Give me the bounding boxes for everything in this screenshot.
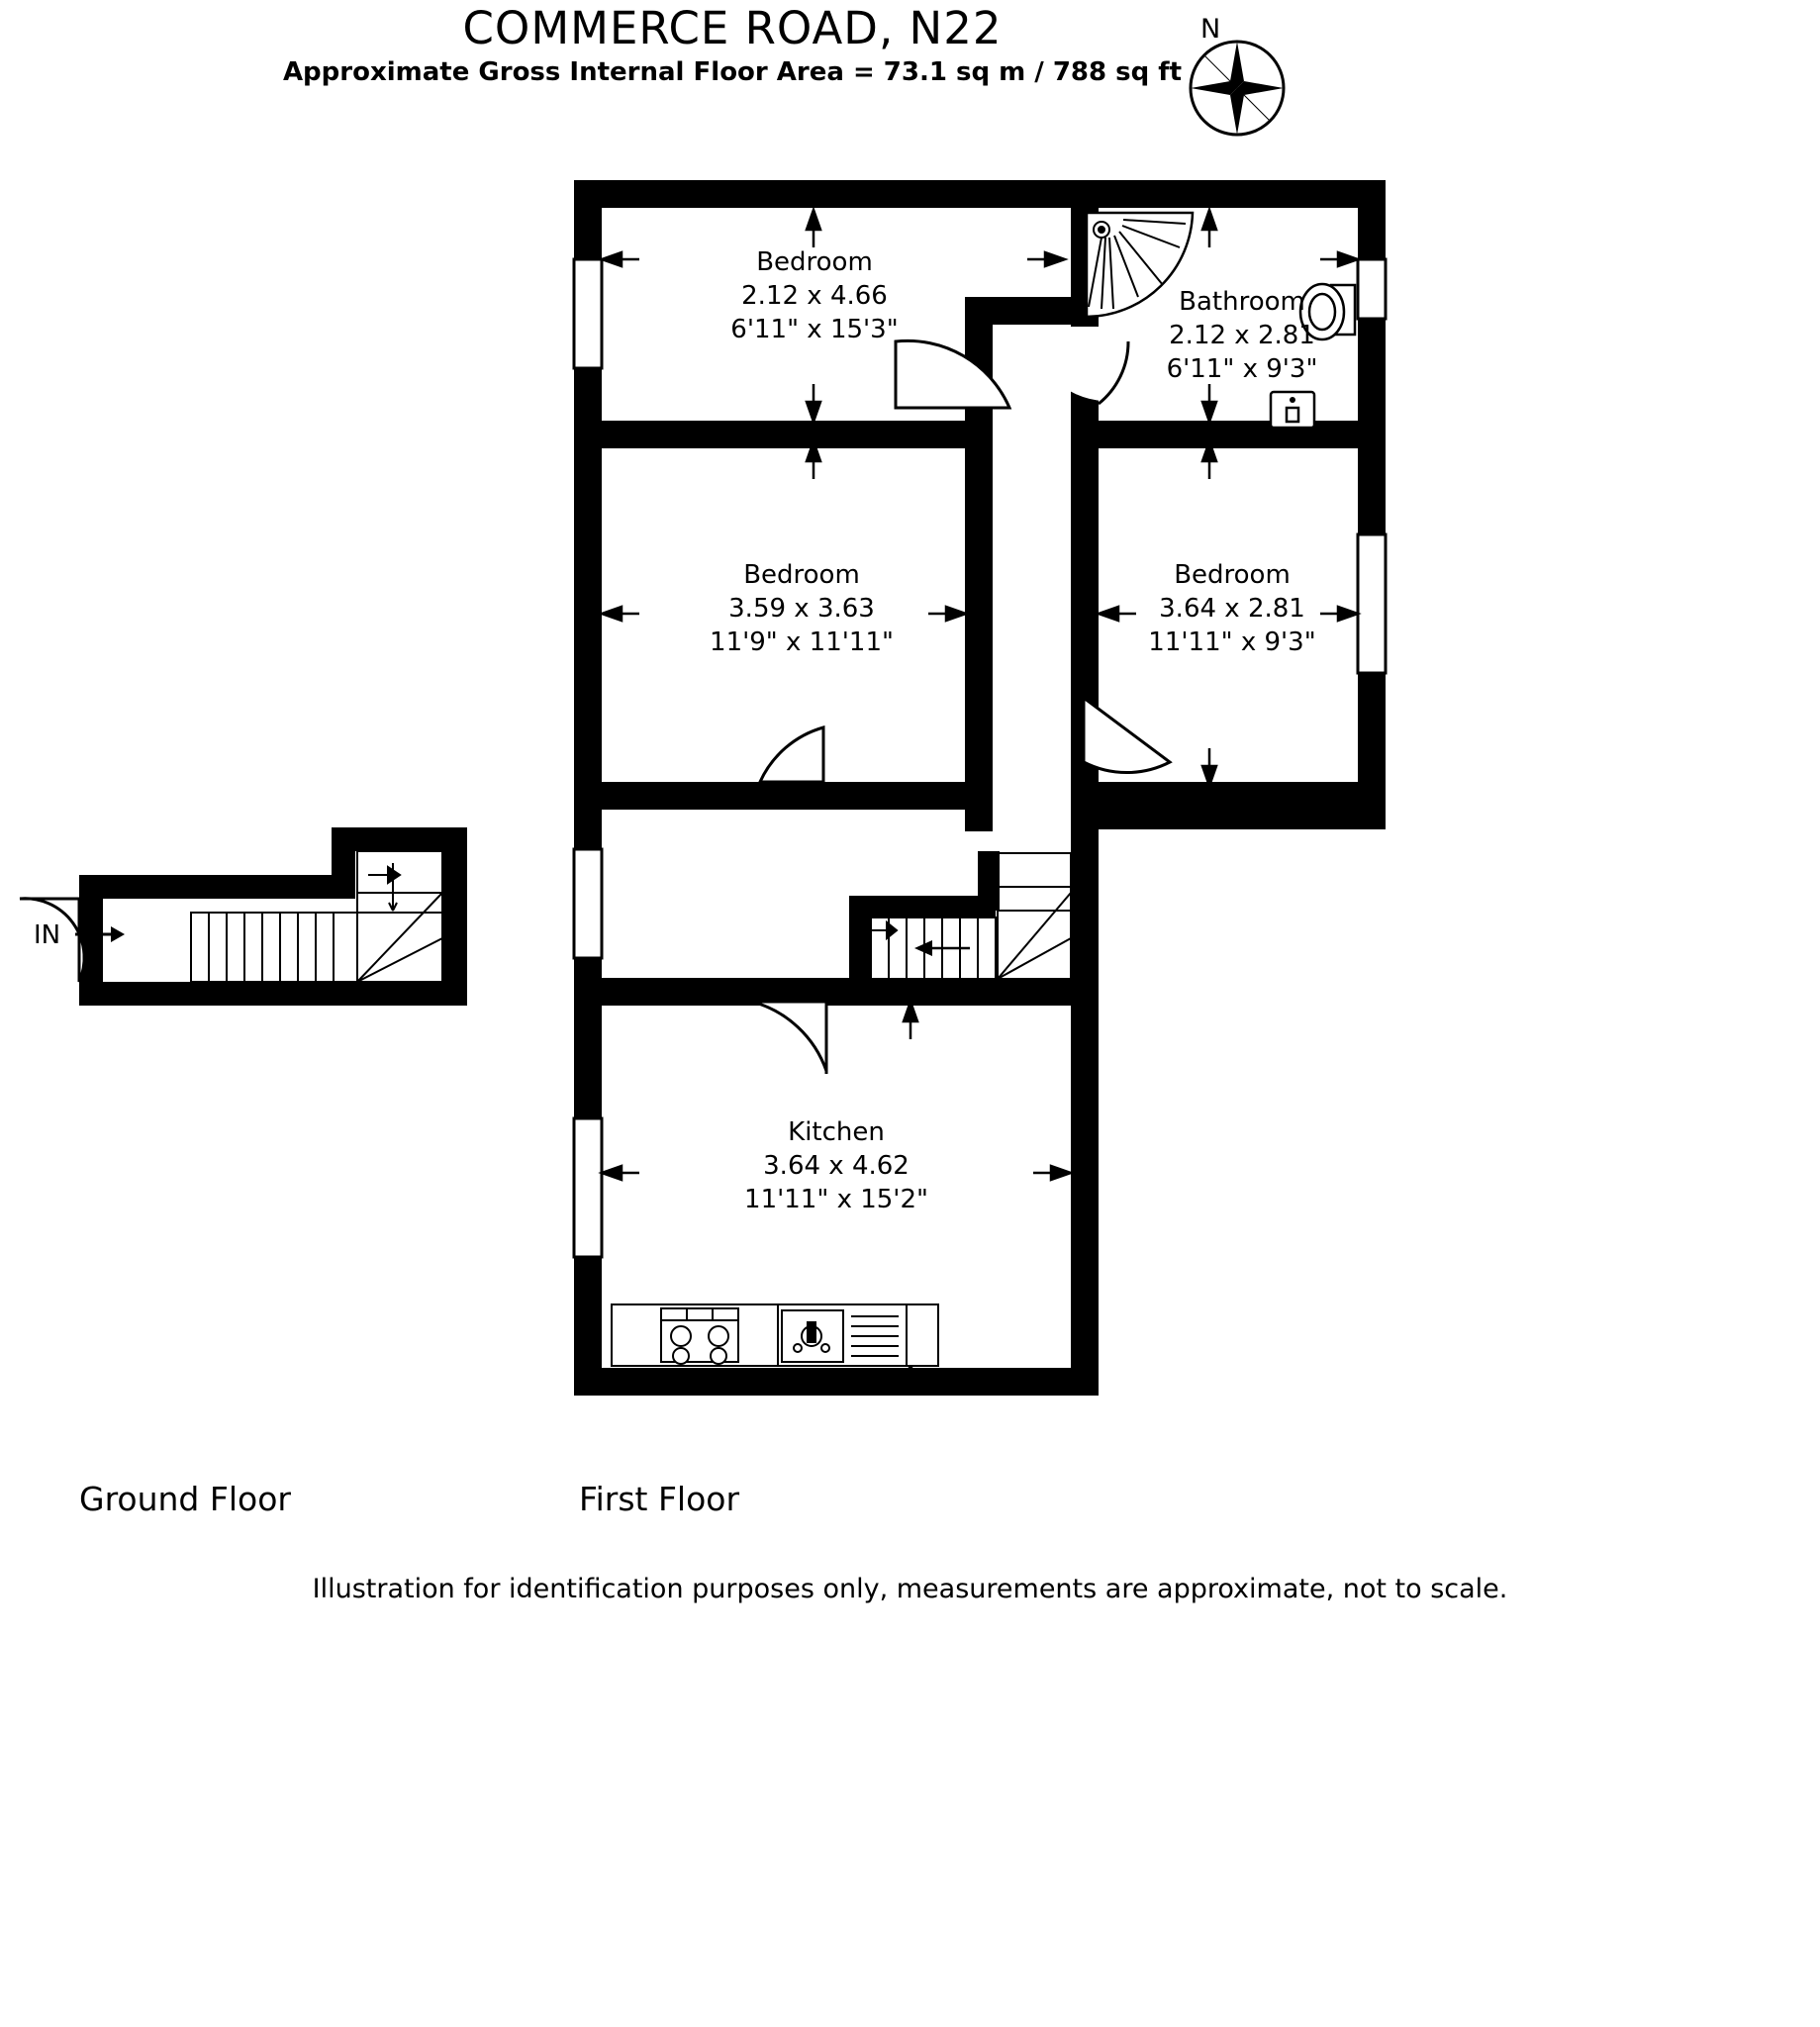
page-title: COMMERCE ROAD, N22: [462, 2, 1003, 54]
wall-top-bedroom-bottom-right: [965, 297, 1099, 325]
first-floor-caption: First Floor: [579, 1480, 740, 1518]
floor-area-subtitle: Approximate Gross Internal Floor Area = 73.1 sq m / 788 sq ft: [282, 57, 1183, 87]
room-label-kitchen: [688, 1116, 985, 1216]
room-dimensions-metric: 3.64 x 2.81: [1159, 593, 1305, 624]
room-label-bedroom-right: [1084, 559, 1381, 659]
room-label-bedroom-middle: [653, 559, 950, 659]
room-label-bedroom-top: [671, 246, 958, 346]
room-name: Bathroom: [1179, 287, 1305, 317]
room-dimensions-metric: 2.12 x 4.66: [741, 280, 888, 311]
room-dimensions-imperial: 6'11" x 15'3": [730, 314, 899, 344]
room-dimensions-imperial: 11'11" x 9'3": [1148, 627, 1316, 657]
room-name: Kitchen: [788, 1117, 885, 1147]
wall-kitchen-top: [602, 978, 1072, 1006]
compass-north-label: N: [1200, 14, 1221, 45]
ground-floor-caption: Ground Floor: [79, 1480, 291, 1518]
room-name: Bedroom: [1174, 560, 1291, 590]
room-dimensions-imperial: 6'11" x 9'3": [1166, 353, 1318, 384]
wall-landing-upper: [978, 851, 1000, 911]
room-dimensions-metric: 3.64 x 4.62: [763, 1150, 910, 1181]
room-label-bathroom: [1118, 286, 1366, 386]
kitchen-fixtures: [612, 1304, 938, 1366]
room-dimensions-metric: 3.59 x 3.63: [728, 593, 875, 624]
room-name: Bedroom: [756, 247, 873, 277]
room-name: Bedroom: [743, 560, 860, 590]
wall-middle-bedroom-bottom: [602, 782, 993, 810]
wall-landing-left: [849, 896, 871, 990]
room-dimensions-imperial: 11'9" x 11'11": [710, 627, 894, 657]
wall-landing-top: [849, 896, 996, 917]
room-dimensions-imperial: 11'11" x 15'2": [744, 1184, 928, 1214]
wall-right-bedroom-bottom: [1071, 782, 1358, 810]
entrance-label: IN: [34, 920, 61, 950]
disclaimer-text: Illustration for identification purposes only, measurements are approximate, not to scale.: [312, 1574, 1508, 1604]
sink-icon: [1271, 392, 1314, 428]
wall-top-bedroom-bottom: [602, 421, 993, 448]
room-dimensions-metric: 2.12 x 2.81: [1169, 320, 1315, 350]
ground-floor-plan: [20, 827, 467, 1006]
